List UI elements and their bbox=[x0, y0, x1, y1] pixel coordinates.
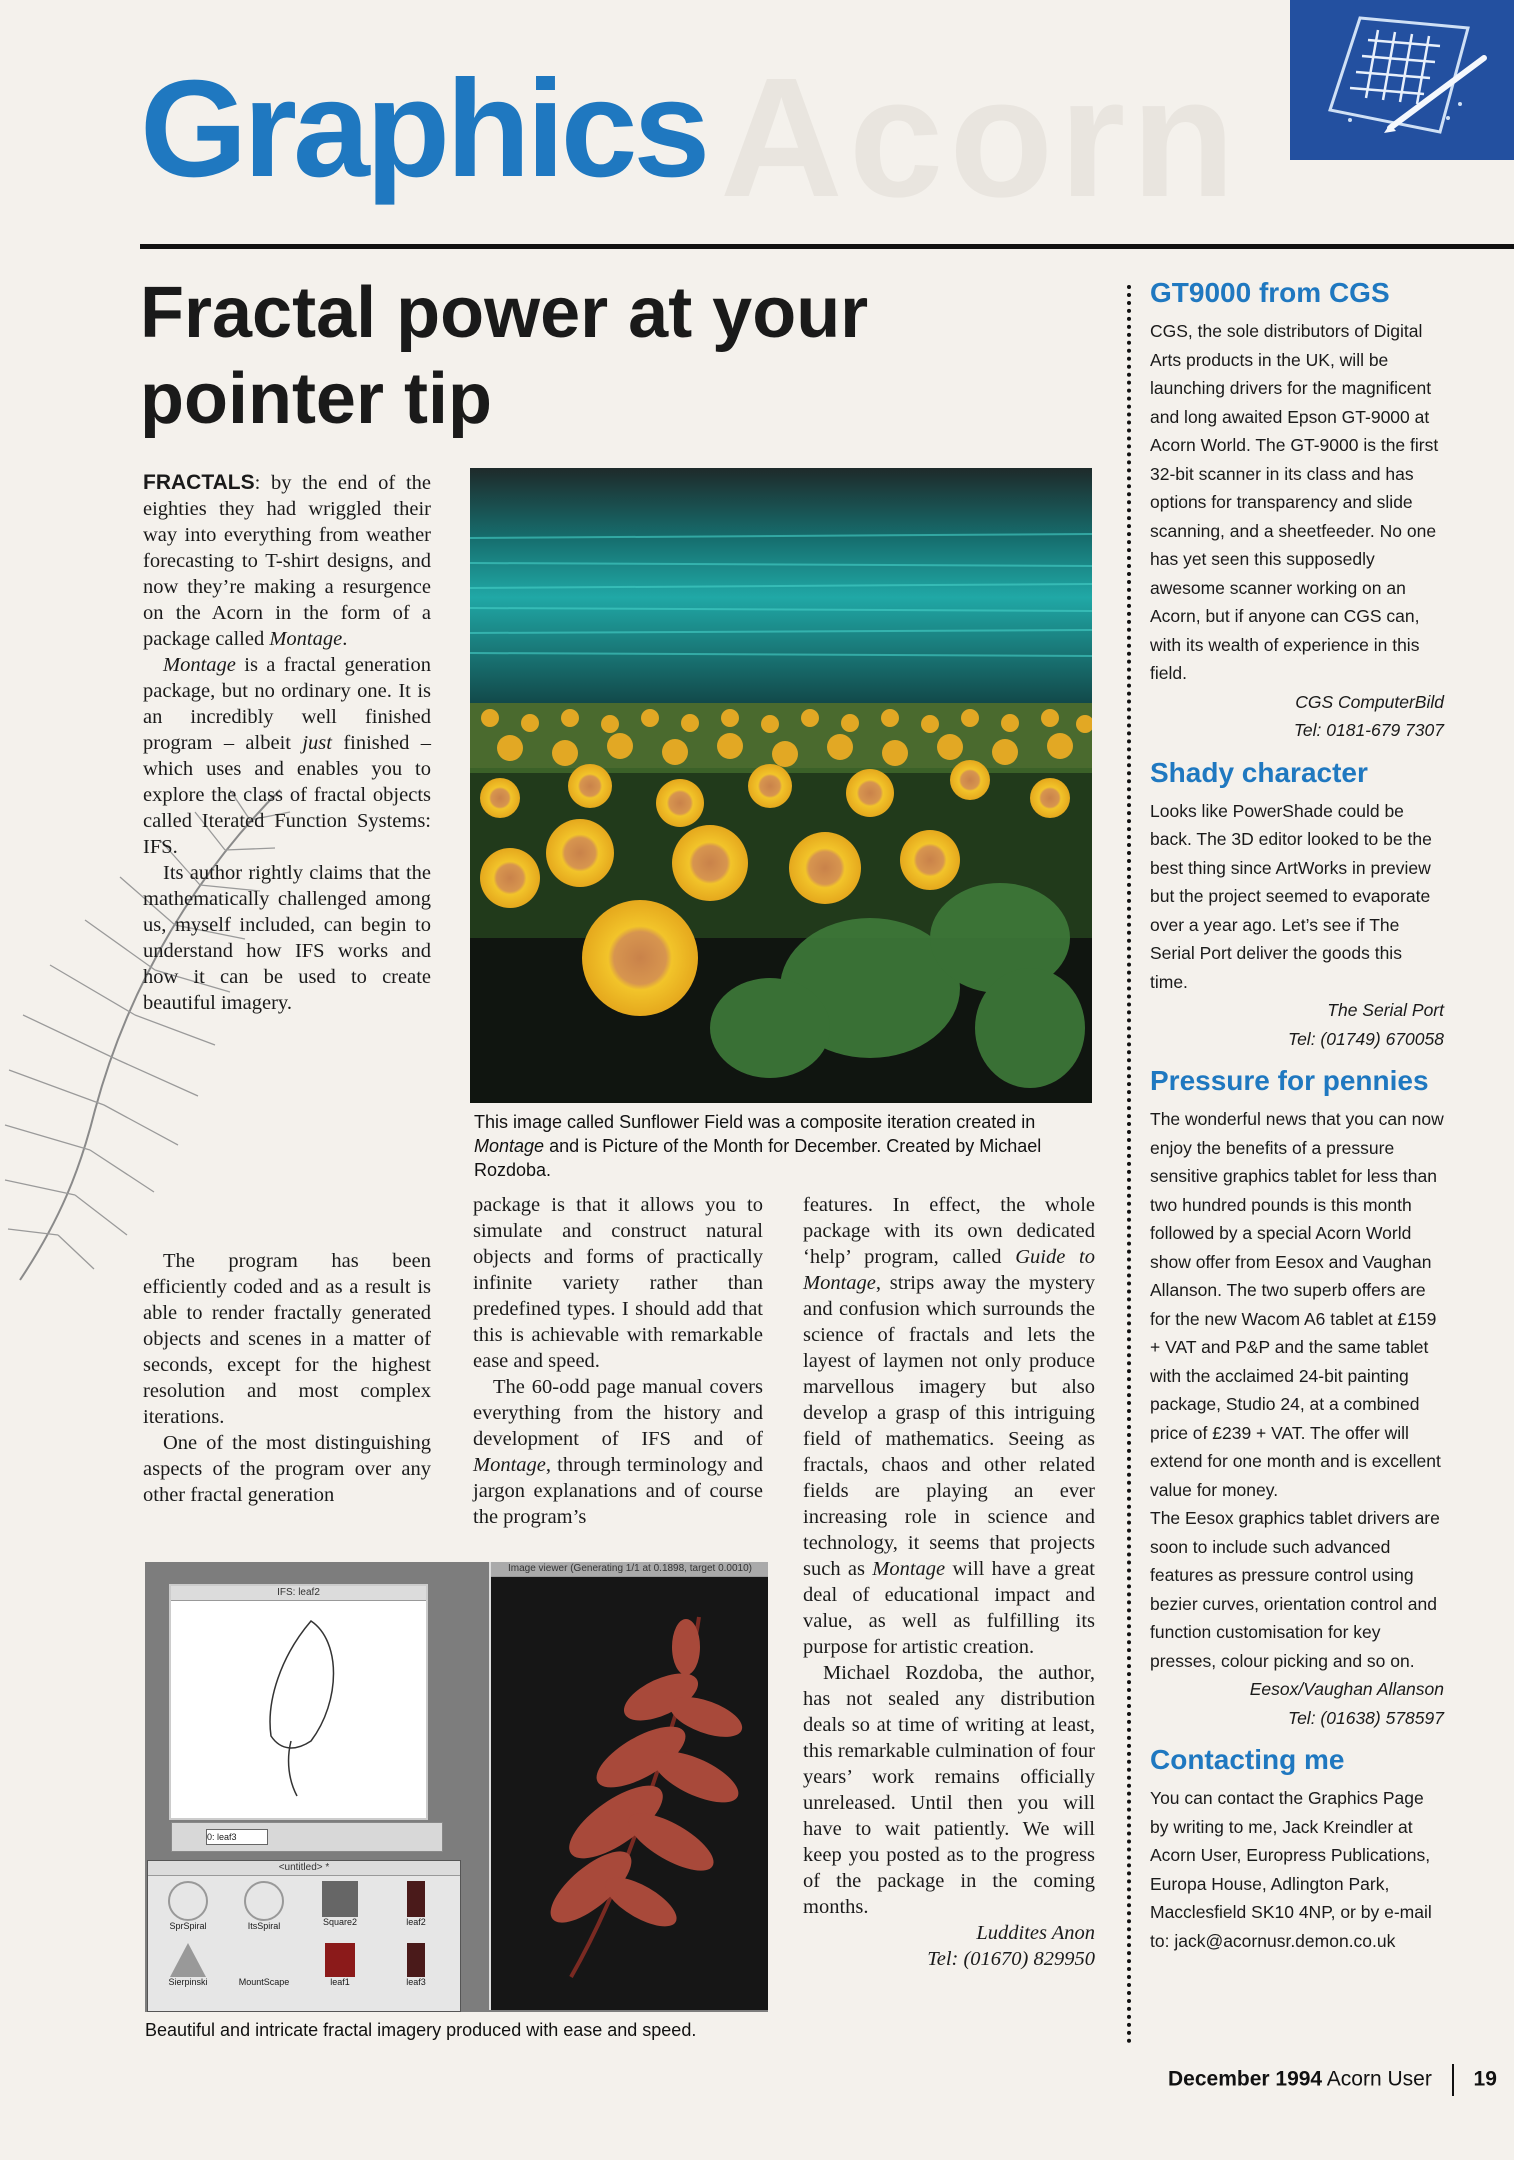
sidebar-body: The wonderful news that you can now enjoy the benefits of a pressure sensitive graphics tablet for less than two hundred pounds is this month followed by a special Acorn World show offer from Eesox and Vaughan Allanson. The two superb offers are for the new Wacom A6 tablet at £159 + VAT and P&P and the same tablet with the acclaimed 24-bit painting package, Studio 24, at a combined price of £239 + VAT. The offer will extend for one month and is excellent value for money. bbox=[1150, 1109, 1444, 1500]
sidebar-item-contacting-me bbox=[1150, 1742, 1444, 1955]
article-left-column-lower bbox=[143, 1248, 431, 1508]
sidebar-body: Looks like PowerShade could be back. The 3D editor looked to be the best thing since ArtWorks in preview but the project seemed to evaporate over a year ago. Let’s see if The Serial Port deliver the goods this time. bbox=[1150, 800, 1432, 992]
sidebar-telephone: Tel: (01638) 578597 bbox=[1287, 1707, 1444, 1728]
drawing-tablet-icon bbox=[1290, 0, 1514, 160]
page-footer bbox=[1168, 2064, 1497, 2096]
file-icon-item[interactable]: leaf2 bbox=[386, 1881, 446, 1927]
viewer-window-title: Image viewer (Generating 1/1 at 0.1898, target 0.0010) bbox=[491, 1562, 768, 1577]
montage-screenshot bbox=[145, 1562, 768, 2012]
file-icon-item[interactable]: MountScape bbox=[238, 1977, 290, 1987]
ifs-toolbar[interactable] bbox=[171, 1822, 443, 1852]
p7-package-name: Montage bbox=[473, 1454, 546, 1476]
caption1-text-b: and is Picture of the Month for December. Created by Michael Rozdoba. bbox=[474, 1136, 1042, 1180]
paragraph-4: The program has been efficiently coded and as a result is able to render fractally generated objects and scenes in a matter of seconds, except for the highest resolution and most complex iterations. bbox=[143, 1250, 431, 1428]
p2-package-name: Montage bbox=[163, 654, 236, 676]
intro-paragraph bbox=[143, 470, 431, 652]
news-sidebar bbox=[1150, 275, 1444, 1965]
file-icon-item[interactable]: Sierpinski bbox=[158, 1943, 218, 1987]
author-name: Luddites Anon bbox=[976, 1922, 1095, 1944]
background-watermark-text: Acorn bbox=[720, 43, 1242, 233]
sidebar-heading: Shady character bbox=[1150, 756, 1368, 788]
paragraph-3: Its author rightly claims that the mathematically challenged among us, myself included, can begin to understand how IFS works and how it can be used to create beautiful imagery. bbox=[143, 862, 431, 1014]
file-icon-item[interactable]: leaf3 bbox=[386, 1943, 446, 1987]
fractal-fern-render bbox=[491, 1577, 768, 2007]
sidebar-body-continued: The Eesox graphics tablet drivers are soon to include such advanced features as pressure control using bezier curves, orientation control and function customisation for key presses, colour picking and so on. bbox=[1150, 1508, 1440, 1671]
paragraph-6: package is that it allows you to simulate and construct natural objects and forms of practically infinite variety rather than predefined types. I should add that this is achievable with remarkable ease and speed. bbox=[473, 1194, 763, 1372]
article-headline: Fractal power at your pointer tip bbox=[140, 273, 869, 439]
leaf-outline-drawing bbox=[171, 1601, 426, 1816]
footer-magazine: Acorn User bbox=[1326, 2067, 1432, 2091]
section-title: Graphics bbox=[140, 52, 707, 206]
p7-text-a: The 60-odd page manual covers everything from the history and development of IFS and of bbox=[473, 1376, 763, 1450]
header-rule bbox=[140, 244, 1514, 249]
paragraph-2 bbox=[143, 652, 431, 860]
paragraph-8 bbox=[803, 1192, 1095, 1660]
intro-package-name: Montage bbox=[269, 628, 343, 650]
p2-emphasis: just bbox=[302, 732, 332, 754]
author-tel: Tel: (01670) 829950 bbox=[927, 1948, 1095, 1970]
toolbar-field[interactable]: 0: leaf3 bbox=[206, 1829, 268, 1845]
sidebar-item-shady-character bbox=[1150, 755, 1444, 1054]
p8-text-a: features. In effect, the whole package with its own dedicated ‘help’ program, called bbox=[803, 1194, 1095, 1268]
sidebar-telephone: Tel: (01749) 670058 bbox=[1287, 1028, 1444, 1049]
article-intro-column bbox=[143, 470, 431, 1016]
p8-text-c: will have a great deal of educational impact and value, as well as fulfilling its purpose for artistic creation. bbox=[803, 1558, 1095, 1658]
p2-text-b: finished – which uses and enables you to explore the class of fractal objects called Iterated Function Systems: IFS. bbox=[143, 732, 432, 858]
file-icon-item[interactable]: leaf1 bbox=[310, 1943, 370, 1987]
p7-text-b: , through terminology and jargon explanations and of course the program’s bbox=[473, 1454, 763, 1528]
ifs-window bbox=[169, 1584, 428, 1820]
intro-end: . bbox=[342, 628, 348, 650]
caption1-package-name: Montage bbox=[474, 1136, 545, 1156]
p2-text-a: is a fractal generation package, but no ordinary one. It is an incredibly well finished program – albeit bbox=[143, 654, 431, 754]
filer-window bbox=[147, 1860, 461, 2012]
article-right-column bbox=[803, 1192, 1095, 1972]
sunflower-caption bbox=[474, 1110, 1074, 1182]
sidebar-item-gt9000 bbox=[1150, 275, 1444, 745]
ifs-window-title: IFS: leaf2 bbox=[171, 1586, 426, 1601]
sidebar-attribution: Eesox/Vaughan Allanson bbox=[1249, 1679, 1444, 1699]
sidebar-body: CGS, the sole distributors of Digital Arts products in the UK, will be launching drivers for the magnificent and long awaited Epson GT-9000 at Acorn World. The GT-9000 is the first 32-bit scanner in its class and has options for transparency and slide scanning, and a sheetfeeder. No one has yet seen this supposedly awesome scanner working on an Acorn, but if anyone can CGS can, with its wealth of experience in this field. bbox=[1150, 321, 1439, 683]
p8-package-name: Montage bbox=[872, 1558, 946, 1580]
file-icon-item[interactable]: SprSpiral bbox=[158, 1881, 218, 1931]
p8-text-b: , strips away the mystery and confusion which surrounds the science of fractals and lets the layest of laymen not only produce marvellous imagery but also develop a grasp of this intriguing field of mathematics. Seeing as fractals, chaos and other related fields are playing an ever increasing role in science and technology, it seems that projects such as bbox=[803, 1272, 1095, 1580]
p8-guide-name: Guide to Montage bbox=[803, 1246, 1096, 1294]
screenshot-caption: Beautiful and intricate fractal imagery produced with ease and speed. bbox=[145, 2020, 697, 2040]
paragraph-9: Michael Rozdoba, the author, has not sealed any distribution deals so at time of writing at least, this remarkable culmination of four years’ work remains officially unreleased. Until then you will have to wait patiently. We will keep you posted as to the progress of the package in the coming months. bbox=[803, 1662, 1095, 1918]
file-icon-item[interactable]: ItsSpiral bbox=[234, 1881, 294, 1931]
image-viewer-window bbox=[489, 1562, 768, 2010]
intro-lead: FRACTALS bbox=[143, 471, 255, 494]
sidebar-telephone: Tel: 0181-679 7307 bbox=[1293, 720, 1444, 740]
article-middle-column bbox=[473, 1192, 763, 1530]
sidebar-body: You can contact the Graphics Page by writing to me, Jack Kreindler at Acorn User, Europress Publications, Europa House, Adlington Park, Macclesfield SK10 4NP, or by e-mail to: jack@acornusr.demon.co.uk bbox=[1150, 1788, 1432, 1951]
caption1-text-a: This image called Sunflower Field was a composite iteration created in bbox=[474, 1112, 1036, 1132]
footer-page-number: 19 bbox=[1473, 2067, 1497, 2091]
filer-window-title: <untitled> * bbox=[148, 1861, 460, 1876]
sidebar-item-pressure-for-pennies bbox=[1150, 1063, 1444, 1732]
sidebar-attribution: The Serial Port bbox=[1327, 1000, 1444, 1020]
intro-text: : by the end of the eighties they had wriggled their way into everything from weather forecasting to T-shirt designs, and now they’re making a resurgence on the Acorn in the form of a package called bbox=[143, 472, 431, 650]
sidebar-heading: Pressure for pennies bbox=[1150, 1065, 1429, 1096]
sidebar-divider bbox=[1127, 285, 1131, 2045]
sidebar-heading: GT9000 from CGS bbox=[1150, 277, 1390, 308]
paragraph-7 bbox=[473, 1374, 763, 1530]
footer-issue: December 1994 bbox=[1168, 2067, 1323, 2091]
corner-graphic bbox=[1290, 0, 1514, 160]
footer-separator bbox=[1452, 2064, 1454, 2096]
paragraph-5: One of the most distinguishing aspects of the program over any other fractal generation bbox=[143, 1432, 431, 1506]
sunflower-field-image bbox=[470, 468, 1092, 1103]
sidebar-attribution: CGS ComputerBild bbox=[1295, 691, 1444, 712]
file-icon-item[interactable]: Square2 bbox=[310, 1881, 370, 1927]
sidebar-heading: Contacting me bbox=[1150, 1744, 1345, 1775]
